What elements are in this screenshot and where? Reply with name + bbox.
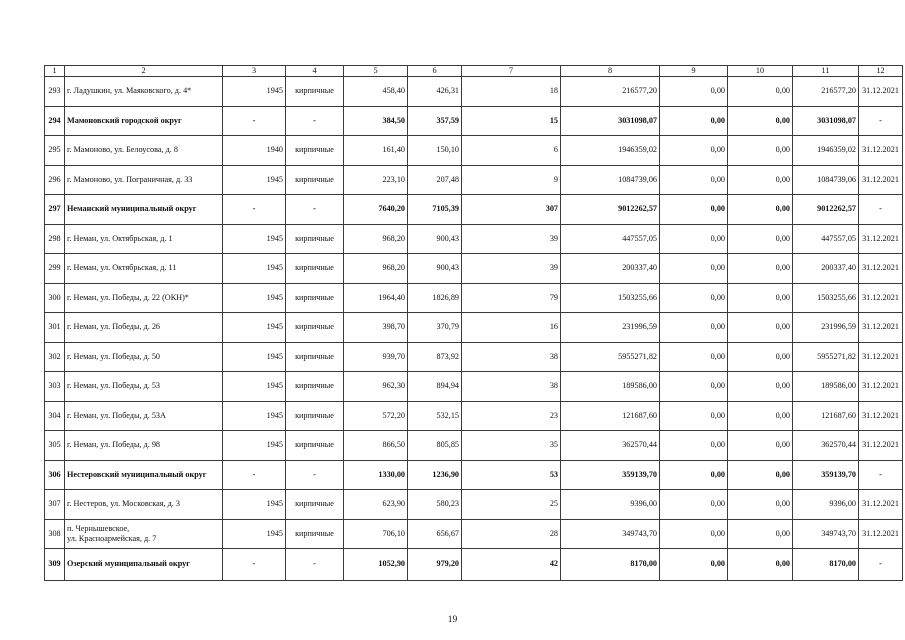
wall-material-cell: кирпичные — [286, 431, 344, 461]
area-cell: 161,40 — [344, 136, 408, 166]
wall-material-cell: кирпичные — [286, 136, 344, 166]
area-cell: 939,70 — [344, 342, 408, 372]
year-cell: - — [223, 549, 286, 581]
other-cost-cell: 189586,00 — [793, 372, 859, 402]
column-number: 7 — [462, 66, 561, 77]
budget-cost-cell: 0,00 — [728, 342, 793, 372]
deadline-cell: 31.12.2021 — [859, 401, 903, 431]
other-cost-cell: 216577,20 — [793, 77, 859, 107]
living-area-cell: 532,15 — [408, 401, 462, 431]
year-cell: 1945 — [223, 224, 286, 254]
fund-cost-cell: 0,00 — [660, 460, 728, 490]
other-cost-cell: 121687,60 — [793, 401, 859, 431]
wall-material-cell: - — [286, 195, 344, 225]
total-cost-cell: 200337,40 — [561, 254, 660, 284]
fund-cost-cell: 0,00 — [660, 165, 728, 195]
address-cell: п. Чернышевское, ул. Красноармейская, д. 7 — [65, 519, 223, 549]
area-cell: 572,20 — [344, 401, 408, 431]
address-cell: г. Неман, ул. Победы, д. 53 — [65, 372, 223, 402]
residents-cell: 42 — [462, 549, 561, 581]
fund-cost-cell: 0,00 — [660, 136, 728, 166]
budget-cost-cell: 0,00 — [728, 136, 793, 166]
year-cell: 1945 — [223, 77, 286, 107]
fund-cost-cell: 0,00 — [660, 519, 728, 549]
deadline-cell: 31.12.2021 — [859, 431, 903, 461]
deadline-cell: 31.12.2021 — [859, 224, 903, 254]
total-cost-cell: 216577,20 — [561, 77, 660, 107]
area-cell: 1052,90 — [344, 549, 408, 581]
address-cell: Мамоновский городской округ — [65, 106, 223, 136]
budget-cost-cell: 0,00 — [728, 313, 793, 343]
building-row — [45, 519, 903, 549]
deadline-cell: 31.12.2021 — [859, 519, 903, 549]
fund-cost-cell: 0,00 — [660, 195, 728, 225]
fund-cost-cell: 0,00 — [660, 342, 728, 372]
wall-material-cell: кирпичные — [286, 342, 344, 372]
column-number: 5 — [344, 66, 408, 77]
living-area-cell: 150,10 — [408, 136, 462, 166]
total-cost-cell: 8170,00 — [561, 549, 660, 581]
building-row — [45, 401, 903, 431]
living-area-cell: 1826,89 — [408, 283, 462, 313]
total-cost-cell: 362570,44 — [561, 431, 660, 461]
deadline-cell: 31.12.2021 — [859, 77, 903, 107]
deadline-cell: - — [859, 460, 903, 490]
living-area-cell: 1236,90 — [408, 460, 462, 490]
building-row — [45, 224, 903, 254]
year-cell: 1945 — [223, 519, 286, 549]
total-cost-cell: 9012262,57 — [561, 195, 660, 225]
address-cell: Нестеровский муниципальный округ — [65, 460, 223, 490]
area-cell: 968,20 — [344, 224, 408, 254]
address-cell: Неманский муниципальный округ — [65, 195, 223, 225]
residents-cell: 9 — [462, 165, 561, 195]
residents-cell: 23 — [462, 401, 561, 431]
area-cell: 223,10 — [344, 165, 408, 195]
wall-material-cell: кирпичные — [286, 401, 344, 431]
other-cost-cell: 1503255,66 — [793, 283, 859, 313]
total-cost-cell: 1946359,02 — [561, 136, 660, 166]
address-cell: г. Неман, ул. Октябрьская, д. 1 — [65, 224, 223, 254]
total-cost-cell: 447557,05 — [561, 224, 660, 254]
year-cell: - — [223, 106, 286, 136]
deadline-cell: 31.12.2021 — [859, 342, 903, 372]
total-cost-cell: 121687,60 — [561, 401, 660, 431]
fund-cost-cell: 0,00 — [660, 431, 728, 461]
residents-cell: 79 — [462, 283, 561, 313]
row-number-cell: 309 — [45, 549, 65, 581]
area-cell: 706,10 — [344, 519, 408, 549]
residents-cell: 28 — [462, 519, 561, 549]
row-number-cell: 307 — [45, 490, 65, 520]
wall-material-cell: кирпичные — [286, 77, 344, 107]
row-number-cell: 293 — [45, 77, 65, 107]
budget-cost-cell: 0,00 — [728, 372, 793, 402]
residents-cell: 35 — [462, 431, 561, 461]
deadline-cell: 31.12.2021 — [859, 490, 903, 520]
living-area-cell: 426,31 — [408, 77, 462, 107]
other-cost-cell: 9396,00 — [793, 490, 859, 520]
row-number-cell: 299 — [45, 254, 65, 284]
residents-cell: 39 — [462, 224, 561, 254]
column-number: 8 — [561, 66, 660, 77]
budget-cost-cell: 0,00 — [728, 283, 793, 313]
wall-material-cell: кирпичные — [286, 313, 344, 343]
residents-cell: 25 — [462, 490, 561, 520]
wall-material-cell: кирпичные — [286, 224, 344, 254]
budget-cost-cell: 0,00 — [728, 431, 793, 461]
district-total-row — [45, 549, 903, 581]
wall-material-cell: кирпичные — [286, 254, 344, 284]
address-cell: г. Неман, ул. Октябрьская, д. 11 — [65, 254, 223, 284]
living-area-cell: 979,20 — [408, 549, 462, 581]
budget-cost-cell: 0,00 — [728, 519, 793, 549]
row-number-cell: 304 — [45, 401, 65, 431]
building-row — [45, 490, 903, 520]
column-number: 1 — [45, 66, 65, 77]
residents-cell: 39 — [462, 254, 561, 284]
column-number: 6 — [408, 66, 462, 77]
fund-cost-cell: 0,00 — [660, 313, 728, 343]
other-cost-cell: 3031098,07 — [793, 106, 859, 136]
living-area-cell: 900,43 — [408, 224, 462, 254]
budget-cost-cell: 0,00 — [728, 401, 793, 431]
address-cell: Озерский муниципальный округ — [65, 549, 223, 581]
building-row — [45, 431, 903, 461]
year-cell: 1945 — [223, 342, 286, 372]
area-cell: 1330,00 — [344, 460, 408, 490]
other-cost-cell: 8170,00 — [793, 549, 859, 581]
building-row — [45, 342, 903, 372]
deadline-cell: 31.12.2021 — [859, 283, 903, 313]
deadline-cell: 31.12.2021 — [859, 165, 903, 195]
budget-cost-cell: 0,00 — [728, 195, 793, 225]
register-table — [44, 65, 903, 581]
row-number-cell: 295 — [45, 136, 65, 166]
district-total-row — [45, 460, 903, 490]
budget-cost-cell: 0,00 — [728, 460, 793, 490]
area-cell: 962,30 — [344, 372, 408, 402]
address-cell: г. Неман, ул. Победы, д. 50 — [65, 342, 223, 372]
living-area-cell: 656,67 — [408, 519, 462, 549]
year-cell: 1945 — [223, 283, 286, 313]
column-number: 11 — [793, 66, 859, 77]
address-cell: г. Нестеров, ул. Московская, д. 3 — [65, 490, 223, 520]
fund-cost-cell: 0,00 — [660, 77, 728, 107]
total-cost-cell: 359139,70 — [561, 460, 660, 490]
row-number-cell: 303 — [45, 372, 65, 402]
year-cell: 1945 — [223, 254, 286, 284]
budget-cost-cell: 0,00 — [728, 490, 793, 520]
address-cell: г. Неман, ул. Победы, д. 22 (ОКН)* — [65, 283, 223, 313]
fund-cost-cell: 0,00 — [660, 106, 728, 136]
fund-cost-cell: 0,00 — [660, 549, 728, 581]
column-number: 9 — [660, 66, 728, 77]
year-cell: 1945 — [223, 401, 286, 431]
wall-material-cell: кирпичные — [286, 283, 344, 313]
fund-cost-cell: 0,00 — [660, 283, 728, 313]
other-cost-cell: 200337,40 — [793, 254, 859, 284]
deadline-cell: - — [859, 549, 903, 581]
area-cell: 968,20 — [344, 254, 408, 284]
row-number-cell: 296 — [45, 165, 65, 195]
fund-cost-cell: 0,00 — [660, 401, 728, 431]
wall-material-cell: - — [286, 106, 344, 136]
total-cost-cell: 3031098,07 — [561, 106, 660, 136]
total-cost-cell: 349743,70 — [561, 519, 660, 549]
living-area-cell: 900,43 — [408, 254, 462, 284]
row-number-cell: 305 — [45, 431, 65, 461]
building-row — [45, 77, 903, 107]
wall-material-cell: кирпичные — [286, 490, 344, 520]
deadline-cell: - — [859, 106, 903, 136]
wall-material-cell: кирпичные — [286, 372, 344, 402]
deadline-cell: 31.12.2021 — [859, 313, 903, 343]
district-total-row — [45, 195, 903, 225]
total-cost-cell: 5955271,82 — [561, 342, 660, 372]
fund-cost-cell: 0,00 — [660, 372, 728, 402]
building-row — [45, 165, 903, 195]
year-cell: 1945 — [223, 372, 286, 402]
row-number-cell: 308 — [45, 519, 65, 549]
year-cell: - — [223, 460, 286, 490]
budget-cost-cell: 0,00 — [728, 165, 793, 195]
row-number-cell: 297 — [45, 195, 65, 225]
total-cost-cell: 231996,59 — [561, 313, 660, 343]
other-cost-cell: 362570,44 — [793, 431, 859, 461]
deadline-cell: 31.12.2021 — [859, 372, 903, 402]
page-number: 19 — [447, 615, 458, 625]
living-area-cell: 894,94 — [408, 372, 462, 402]
total-cost-cell: 9396,00 — [561, 490, 660, 520]
address-cell: г. Неман, ул. Победы, д. 98 — [65, 431, 223, 461]
building-row — [45, 372, 903, 402]
address-cell: г. Неман, ул. Победы, д. 26 — [65, 313, 223, 343]
total-cost-cell: 1503255,66 — [561, 283, 660, 313]
living-area-cell: 357,59 — [408, 106, 462, 136]
area-cell: 458,40 — [344, 77, 408, 107]
total-cost-cell: 189586,00 — [561, 372, 660, 402]
residents-cell: 38 — [462, 342, 561, 372]
area-cell: 866,50 — [344, 431, 408, 461]
deadline-cell: 31.12.2021 — [859, 136, 903, 166]
residents-cell: 307 — [462, 195, 561, 225]
building-row — [45, 254, 903, 284]
living-area-cell: 207,48 — [408, 165, 462, 195]
fund-cost-cell: 0,00 — [660, 224, 728, 254]
wall-material-cell: кирпичные — [286, 519, 344, 549]
address-cell: г. Неман, ул. Победы, д. 53А — [65, 401, 223, 431]
other-cost-cell: 9012262,57 — [793, 195, 859, 225]
fund-cost-cell: 0,00 — [660, 254, 728, 284]
budget-cost-cell: 0,00 — [728, 549, 793, 581]
row-number-cell: 302 — [45, 342, 65, 372]
budget-cost-cell: 0,00 — [728, 254, 793, 284]
column-number-row — [45, 66, 903, 77]
area-cell: 398,70 — [344, 313, 408, 343]
budget-cost-cell: 0,00 — [728, 106, 793, 136]
column-number: 4 — [286, 66, 344, 77]
year-cell: 1945 — [223, 431, 286, 461]
budget-cost-cell: 0,00 — [728, 224, 793, 254]
area-cell: 7640,20 — [344, 195, 408, 225]
residents-cell: 53 — [462, 460, 561, 490]
year-cell: - — [223, 195, 286, 225]
wall-material-cell: кирпичные — [286, 165, 344, 195]
row-number-cell: 301 — [45, 313, 65, 343]
wall-material-cell: - — [286, 460, 344, 490]
address-cell: г. Ладушкин, ул. Маяковского, д. 4* — [65, 77, 223, 107]
row-number-cell: 298 — [45, 224, 65, 254]
deadline-cell: - — [859, 195, 903, 225]
row-number-cell: 306 — [45, 460, 65, 490]
other-cost-cell: 349743,70 — [793, 519, 859, 549]
year-cell: 1945 — [223, 165, 286, 195]
column-number: 2 — [65, 66, 223, 77]
fund-cost-cell: 0,00 — [660, 490, 728, 520]
living-area-cell: 805,85 — [408, 431, 462, 461]
building-row — [45, 283, 903, 313]
living-area-cell: 7105,39 — [408, 195, 462, 225]
address-cell: г. Мамоново, ул. Пограничная, д. 33 — [65, 165, 223, 195]
column-number: 3 — [223, 66, 286, 77]
district-total-row — [45, 106, 903, 136]
residents-cell: 15 — [462, 106, 561, 136]
building-row — [45, 313, 903, 343]
other-cost-cell: 1084739,06 — [793, 165, 859, 195]
other-cost-cell: 359139,70 — [793, 460, 859, 490]
year-cell: 1940 — [223, 136, 286, 166]
living-area-cell: 580,23 — [408, 490, 462, 520]
total-cost-cell: 1084739,06 — [561, 165, 660, 195]
residents-cell: 18 — [462, 77, 561, 107]
year-cell: 1945 — [223, 313, 286, 343]
residents-cell: 38 — [462, 372, 561, 402]
area-cell: 1964,40 — [344, 283, 408, 313]
other-cost-cell: 5955271,82 — [793, 342, 859, 372]
deadline-cell: 31.12.2021 — [859, 254, 903, 284]
column-number: 10 — [728, 66, 793, 77]
column-number: 12 — [859, 66, 903, 77]
other-cost-cell: 1946359,02 — [793, 136, 859, 166]
living-area-cell: 370,79 — [408, 313, 462, 343]
area-cell: 623,90 — [344, 490, 408, 520]
area-cell: 384,50 — [344, 106, 408, 136]
residents-cell: 6 — [462, 136, 561, 166]
building-row — [45, 136, 903, 166]
wall-material-cell: - — [286, 549, 344, 581]
budget-cost-cell: 0,00 — [728, 77, 793, 107]
other-cost-cell: 231996,59 — [793, 313, 859, 343]
living-area-cell: 873,92 — [408, 342, 462, 372]
address-cell: г. Мамоново, ул. Белоусова, д. 8 — [65, 136, 223, 166]
residents-cell: 16 — [462, 313, 561, 343]
year-cell: 1945 — [223, 490, 286, 520]
row-number-cell: 294 — [45, 106, 65, 136]
other-cost-cell: 447557,05 — [793, 224, 859, 254]
row-number-cell: 300 — [45, 283, 65, 313]
